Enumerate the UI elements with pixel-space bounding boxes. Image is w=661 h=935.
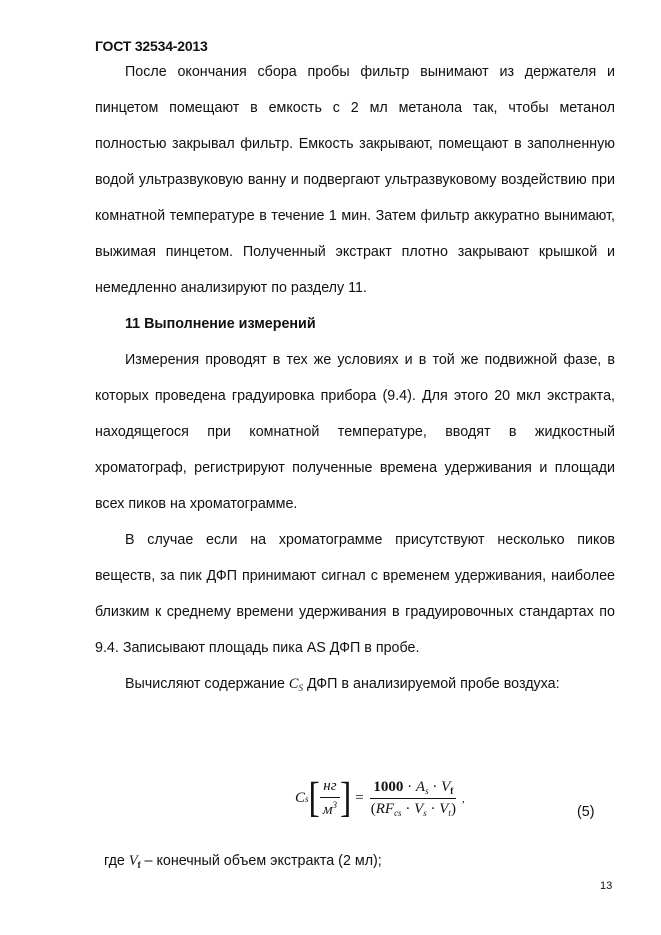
formula-A-sub: s xyxy=(425,786,429,796)
where-text: – конечный объем экстракта (2 мл); xyxy=(140,853,382,869)
formula-Vt-sub: t xyxy=(448,808,451,818)
where-var-sub: f xyxy=(137,860,141,870)
where-prefix: где xyxy=(104,853,129,869)
paragraph-peak-identification: В случае если на хроматограмме присутствуют несколько пиков веществ, за пик ДФП принимают сигнал с временем удерживания, наиболее близким к среднему времени удерживания в градуировочных стандартах по 9.4. Записывают площадь пика AS ДФП в пробе. xyxy=(95,532,615,656)
formula-coef: 1000 xyxy=(373,779,404,795)
formula-denominator: $(RF_{cs} \cdot V_s \cdot V_t)$ xyxy=(370,801,456,818)
formula-Vs-sub: s xyxy=(423,808,427,818)
equation-number: (5) xyxy=(577,804,595,820)
page-number: 13 xyxy=(600,880,613,892)
formula-A: A xyxy=(415,779,426,795)
formula-comma: , xyxy=(461,792,465,805)
paragraph-calculation-intro xyxy=(95,666,615,706)
formula-V: V xyxy=(441,779,451,795)
formula-RF-sub: cs xyxy=(394,808,402,818)
formula-Vt: V xyxy=(439,801,449,817)
formula-lhs-var: C xyxy=(295,790,306,806)
formula-unit-num: нг xyxy=(320,778,339,798)
formula-5 xyxy=(295,774,465,821)
formula-bracket-left: [ xyxy=(308,774,320,821)
formula-RF: RF xyxy=(375,801,395,817)
formula-Vs: V xyxy=(414,801,424,817)
formula-equals: = xyxy=(355,790,364,806)
calc-intro-variable: C xyxy=(288,676,299,692)
paragraph-measurement-conditions: Измерения проводят в тех же условиях и в той же подвижной фазе, в которых проведена градуировка прибора (9.4). Для этого 20 мкл экстракта, находящегося при комнатной температуре, вводят в жидкостный хроматограф, регистрируют полученные времена удерживания и площади всех пиков на хроматограмме. xyxy=(95,352,615,512)
formula-unit-den: м xyxy=(322,802,333,818)
calc-intro-variable-sub: S xyxy=(298,683,303,693)
calc-intro-after: ДФП в анализируемой пробе воздуха: xyxy=(302,676,560,692)
formula-unit-den-wrap xyxy=(320,798,340,819)
formula-V-sub: f xyxy=(450,786,454,796)
formula-bracket-right: ] xyxy=(339,774,352,821)
formula-lhs-sub: s xyxy=(305,793,309,804)
where-var: V xyxy=(128,853,138,869)
calc-intro-before: Вычисляют содержание xyxy=(125,676,289,692)
formula-numerator: $1000 \cdot A_s \cdot V_f$ xyxy=(370,779,456,799)
standard-header: ГОСТ 32534-2013 xyxy=(95,38,208,54)
formula-unit-fraction xyxy=(320,778,340,819)
formula-unit-den-exp: 3 xyxy=(332,800,337,810)
paragraph-filter-extraction: После окончания сбора пробы фильтр вынимают из держателя и пинцетом помещают в емкость с 2 мл метанола так, чтобы метанол полностью закрывал фильтр. Емкость закрывают, помещают в заполненную водой ультразвуковую ванну и подвергают ультразвуковому воздействию при комнатной температуре в течение 1 мин. Затем фильтр аккуратно вынимают, выжимая пинцетом. Полученный экстракт плотно закрывают крышкой и немедленно анализируют по разделу 11. xyxy=(95,64,615,296)
formula-main-fraction xyxy=(368,779,459,818)
section-heading: 11 Выполнение измерений xyxy=(125,316,316,332)
body-text xyxy=(95,54,615,706)
where-clause xyxy=(104,853,382,870)
